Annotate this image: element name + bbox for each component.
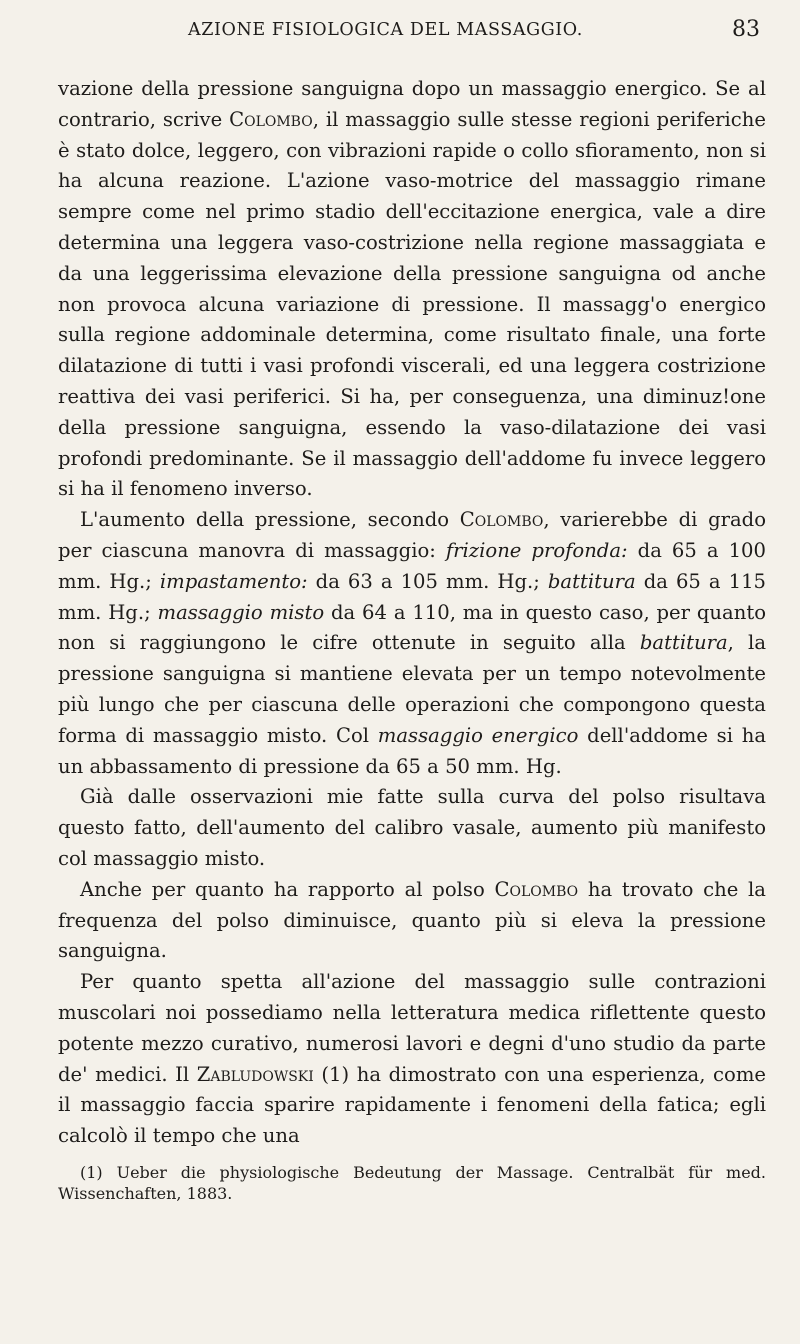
text-run: dell'addome si ha un abbassamento di pressione da 65 a 50 mm. Hg. xyxy=(58,723,766,778)
author-name: Colombo xyxy=(459,508,544,532)
author-name: Colombo xyxy=(494,877,579,901)
running-title: AZIONE FISIOLOGICA DEL MASSAGGIO. xyxy=(188,20,583,40)
paragraph-4 xyxy=(58,875,766,967)
paragraph-5 xyxy=(58,967,766,1152)
text-run: Anche per quanto ha rapporto al polso xyxy=(80,877,495,901)
footnote: (1) Ueber die physiologische Bedeutung der Massage. Centralbät für med. Wissenchaften, 1883. xyxy=(58,1162,766,1203)
text-run: Già dalle osservazioni mie fatte sulla curva del polso risultava questo fatto, dell'aumento del calibro vasale, aumento più manifesto col massaggio misto. xyxy=(58,785,766,870)
text-run: da 63 a 105 mm. Hg.; xyxy=(307,569,548,593)
text-run: (1) ha dimostrato con una esperienza, come il massaggio faccia sparire rapidamente i fenomeni della fatica; egli calcolò il tempo che una xyxy=(58,1062,766,1148)
text-run: , varierebbe di grado per ciascuna manovra di massaggio: xyxy=(58,508,766,562)
text-run: da 65 a 115 mm. Hg.; xyxy=(58,569,766,624)
text-run: L'aumento della pressione, secondo xyxy=(80,508,460,532)
author-name: Zabludowski xyxy=(196,1062,314,1086)
italic-term: battitura xyxy=(547,569,636,593)
text-run: da 65 a 100 mm. Hg.; xyxy=(58,538,766,593)
paragraph-2 xyxy=(58,505,766,782)
text-run: da 64 a 110, ma in questo caso, per quanto non si raggiungono le cifre ottenute in seguito alla xyxy=(58,600,766,655)
italic-term: battitura xyxy=(639,631,728,655)
paragraph-1 xyxy=(58,74,766,505)
text-run: ha trovato che la frequenza del polso diminuisce, quanto più si eleva la pressione sanguigna. xyxy=(58,877,766,963)
italic-term: impastamento: xyxy=(159,569,308,593)
text-run: , il massaggio sulle stesse regioni periferiche è stato dolce, leggero, con vibrazioni rapide o collo sfioramento, non si ha alcuna reazione. L'azione vaso-motrice del massaggio rimane sempre come nel primo stadio dell'eccitazione energica, vale a dire determina una leggera vaso-costrizione nella regione massaggiata e da una leggerissima elevazione della pressione sanguigna od anche non provoca alcuna variazione di pressione. Il massagg'o energico sulla regione addominale determina, come risultato finale, una forte dilatazione di tutti i vasi profondi viscerali, ed una leggera costrizione reattiva dei vasi periferici. Si ha, per conseguenza, una diminuz!one della pressione sanguigna, essendo la vaso-dilatazione dei vasi profondi predominante. Se il massaggio dell'addome fu invece leggero si ha il fenomeno inverso. xyxy=(58,107,766,501)
italic-term: massaggio energico xyxy=(377,723,579,747)
paragraph-3 xyxy=(58,782,766,874)
page-number: 83 xyxy=(732,17,760,42)
italic-term: frizione profonda: xyxy=(445,538,628,562)
text-run: , la pressione sanguigna si mantiene elevata per un tempo notevolmente più lungo che per ciascuna delle operazioni che compongono questa forma di massaggio misto. Col xyxy=(58,631,767,747)
author-name: Colombo xyxy=(229,107,313,131)
running-head xyxy=(58,0,766,58)
text-run: Per quanto spetta all'azione del massaggio sulle contrazioni muscolari noi possediamo nella letteratura medica riflettente questo potente mezzo curativo, numerosi lavori e degni d'uno studio da parte de' medici. Il xyxy=(58,970,766,1086)
text-run: vazione della pressione sanguigna dopo un massaggio energico. Se al contrario, scrive xyxy=(58,77,766,131)
body-text xyxy=(58,74,766,1152)
italic-term: massaggio misto xyxy=(157,600,325,624)
